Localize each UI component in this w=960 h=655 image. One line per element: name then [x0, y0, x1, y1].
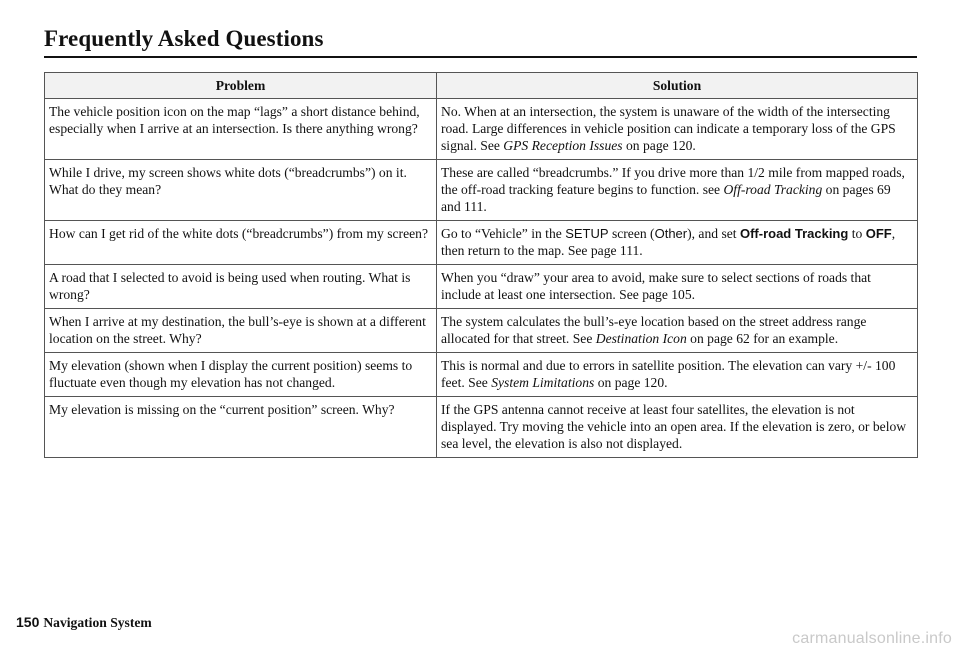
cross-reference: GPS Reception Issues: [503, 138, 623, 153]
other-option-label: Other: [654, 226, 688, 241]
solution-text: ), and set: [687, 226, 740, 241]
problem-cell: While I drive, my screen shows white dots (“breadcrumbs”) on it. What do they mean?: [45, 160, 437, 221]
solution-cell: [437, 99, 918, 160]
problem-cell: A road that I selected to avoid is being used when routing. What is wrong?: [45, 265, 437, 309]
page-title: Frequently Asked Questions: [44, 26, 324, 51]
solution-cell: [437, 221, 918, 265]
column-header-solution: Solution: [437, 73, 918, 99]
table-row: [45, 353, 918, 397]
solution-cell: [437, 160, 918, 221]
solution-text: These are called “breadcrumbs.” If you drive more than 1/2 mile from mapped roads, the off-road tracking feature begins to function. see: [441, 165, 905, 197]
column-header-problem: Problem: [45, 73, 437, 99]
cross-reference: Destination Icon: [595, 331, 687, 346]
solution-text: screen (: [608, 226, 655, 241]
problem-cell: The vehicle position icon on the map “lags” a short distance behind, especially when I arrive at an intersection. Is there anything wrong?: [45, 99, 437, 160]
table-header-row: [45, 73, 918, 99]
solution-text: The system calculates the bull’s-eye location based on the street address range allocated for that street. See: [441, 314, 867, 346]
table-row: [45, 221, 918, 265]
solution-text: No. When at an intersection, the system is unaware of the width of the intersecting road. Large differences in vehicle position can indicate a temporary loss of the GPS signal. See: [441, 104, 896, 153]
problem-cell: My elevation is missing on the “current position” screen. Why?: [45, 397, 437, 458]
solution-text: to: [848, 226, 866, 241]
off-setting-label: OFF: [865, 226, 892, 241]
solution-cell: [437, 397, 918, 458]
problem-cell: How can I get rid of the white dots (“breadcrumbs”) from my screen?: [45, 221, 437, 265]
solution-text: on page 120.: [622, 138, 696, 153]
table-row: [45, 99, 918, 160]
solution-text: on page 120.: [594, 375, 668, 390]
off-road-tracking-label: Off-road Tracking: [739, 226, 849, 241]
solution-text: This is normal and due to errors in satellite position. The elevation can vary +/- 100 feet. See: [441, 358, 896, 390]
section-name: Navigation System: [43, 615, 152, 630]
table-row: [45, 397, 918, 458]
solution-text: If the GPS antenna cannot receive at least four satellites, the elevation is not displayed. Try moving the vehicle into an open area. If the elevation is zero, or below sea level, the elevation is also not displayed.: [441, 402, 907, 451]
solution-text: on pages 69 and 111.: [441, 182, 891, 214]
solution-cell: [437, 265, 918, 309]
problem-cell: When I arrive at my destination, the bull’s-eye is shown at a different location on the street. Why?: [45, 309, 437, 353]
setup-screen-label: SETUP: [565, 226, 609, 241]
title-rule: [44, 56, 917, 58]
solution-text: Go to “Vehicle” in the: [441, 226, 566, 241]
solution-cell: [437, 353, 918, 397]
table-row: [45, 160, 918, 221]
problem-cell: My elevation (shown when I display the current position) seems to fluctuate even though my elevation has not changed.: [45, 353, 437, 397]
solution-text: on page 62 for an example.: [686, 331, 839, 346]
table-row: [45, 265, 918, 309]
table-row: [45, 309, 918, 353]
watermark: carmanualsonline.info: [792, 630, 952, 647]
cross-reference: System Limitations: [491, 375, 595, 390]
cross-reference: Off-road Tracking: [723, 182, 823, 197]
solution-text: When you “draw” your area to avoid, make sure to select sections of roads that include at least one intersection. See page 105.: [441, 270, 871, 302]
page-number: 150: [16, 614, 40, 630]
page-footer: [16, 614, 152, 631]
solution-text: , then return to the map. See page 111.: [441, 226, 896, 258]
solution-cell: [437, 309, 918, 353]
faq-table: [44, 72, 918, 458]
